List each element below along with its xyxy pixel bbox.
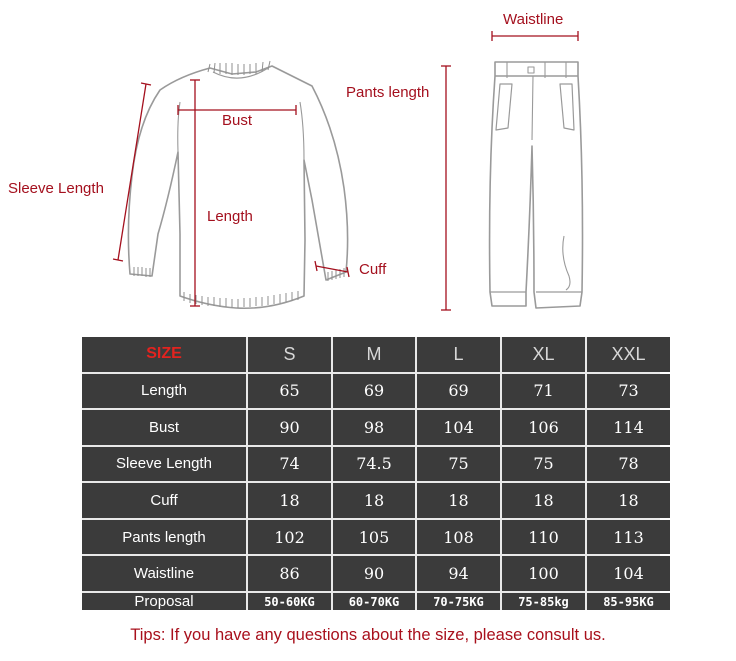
tips-text: Tips: If you have any questions about the size, please consult us. (130, 626, 606, 644)
sweater-illustration (128, 61, 347, 308)
table-cell: 18 (587, 483, 670, 518)
size-header-cell: SIZE (82, 337, 246, 372)
sweater-ribbing (134, 61, 344, 308)
garment-diagram (0, 0, 736, 330)
sleeve-length-measure-line (113, 83, 151, 261)
table-cell: 65 (248, 374, 331, 409)
table-cell: 90 (248, 410, 331, 445)
table-cell: 74.5 (333, 447, 415, 482)
table-cell: 78 (587, 447, 670, 482)
pants-length-measure-line (441, 66, 451, 310)
table-cell: 75-85kg (502, 593, 585, 610)
table-cell: 18 (333, 483, 415, 518)
table-cell: 104 (417, 410, 500, 445)
table-cell: 75 (417, 447, 500, 482)
table-cell: 70-75KG (417, 593, 500, 610)
table-cell: 90 (333, 556, 415, 591)
table-cell: 114 (587, 410, 670, 445)
table-cell: 71 (502, 374, 585, 409)
row-label-bust: Bust (82, 410, 246, 445)
table-cell: 113 (587, 520, 670, 555)
row-label-cuff: Cuff (82, 483, 246, 518)
table-cell: 18 (502, 483, 585, 518)
table-cell: 102 (248, 520, 331, 555)
size-table (82, 337, 660, 610)
row-label-proposal: Proposal (82, 593, 246, 610)
table-cell: 105 (333, 520, 415, 555)
table-cell: 73 (587, 374, 670, 409)
table-cell: 108 (417, 520, 500, 555)
table-cell: 106 (502, 410, 585, 445)
length-label: Length (207, 208, 253, 225)
length-measure-line (190, 80, 200, 306)
pants-illustration (490, 62, 583, 308)
row-label-waistline: Waistline (82, 556, 246, 591)
table-cell: 50-60KG (248, 593, 331, 610)
size-column-header: XL (502, 337, 585, 372)
row-label-sleeve-length: Sleeve Length (82, 447, 246, 482)
size-column-header: XXL (587, 337, 670, 372)
size-column-header: S (248, 337, 331, 372)
table-cell: 74 (248, 447, 331, 482)
table-cell: 60-70KG (333, 593, 415, 610)
table-cell: 104 (587, 556, 670, 591)
table-cell: 18 (417, 483, 500, 518)
table-cell: 94 (417, 556, 500, 591)
size-column-header: L (417, 337, 500, 372)
bust-label: Bust (222, 112, 253, 129)
sleeve-length-label: Sleeve Length (8, 180, 104, 197)
row-label-pants-length: Pants length (82, 520, 246, 555)
table-cell: 75 (502, 447, 585, 482)
pants-length-label: Pants length (346, 84, 430, 101)
row-label-length: Length (82, 374, 246, 409)
size-column-header: M (333, 337, 415, 372)
table-cell: 100 (502, 556, 585, 591)
table-cell: 98 (333, 410, 415, 445)
table-cell: 69 (333, 374, 415, 409)
waistline-measure-line (492, 31, 578, 41)
table-cell: 110 (502, 520, 585, 555)
cuff-label: Cuff (359, 261, 387, 278)
table-cell: 85-95KG (587, 593, 670, 610)
table-cell: 86 (248, 556, 331, 591)
waistline-label: Waistline (503, 11, 564, 28)
table-cell: 69 (417, 374, 500, 409)
table-cell: 18 (248, 483, 331, 518)
pants-measure-lines (441, 31, 578, 310)
